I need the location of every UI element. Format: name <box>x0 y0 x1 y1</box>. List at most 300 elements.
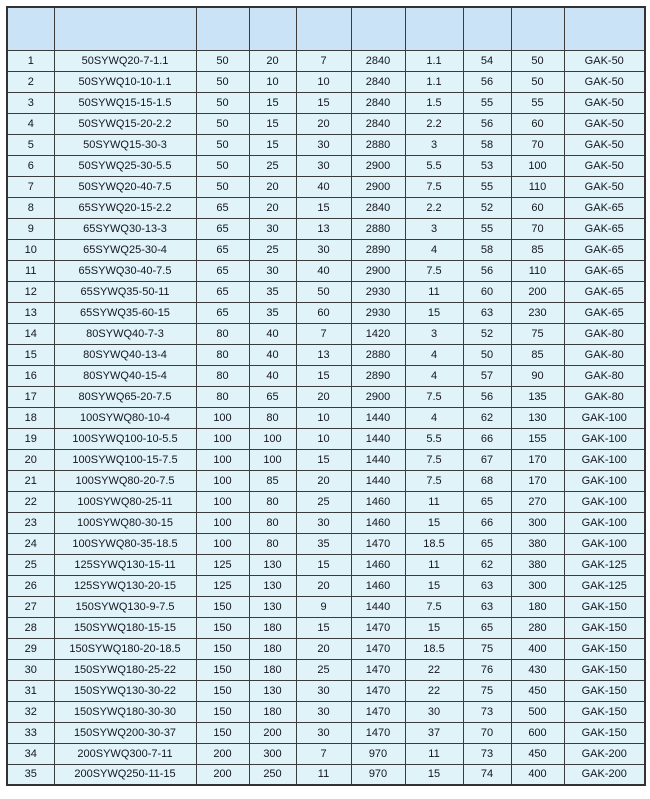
inlet-cell: 65 <box>196 197 249 218</box>
power-cell: 7.5 <box>405 176 463 197</box>
speed-cell: 2930 <box>351 302 405 323</box>
power-cell: 1.1 <box>405 71 463 92</box>
coupling-cell: GAK-150 <box>564 722 645 743</box>
table-row <box>7 596 645 617</box>
efficiency-cell: 65 <box>463 617 511 638</box>
flow-cell: 180 <box>249 617 296 638</box>
speed-cell: 2840 <box>351 92 405 113</box>
power-cell: 3 <box>405 134 463 155</box>
speed-cell: 970 <box>351 764 405 785</box>
power-cell: 30 <box>405 701 463 722</box>
efficiency-cell: 65 <box>463 533 511 554</box>
speed-cell: 2900 <box>351 260 405 281</box>
efficiency-cell: 53 <box>463 155 511 176</box>
model-cell: 200SYWQ300-7-11 <box>54 743 196 764</box>
inlet-cell: 100 <box>196 449 249 470</box>
efficiency-cell: 63 <box>463 302 511 323</box>
head-cell: 20 <box>296 638 351 659</box>
flow-cell: 250 <box>249 764 296 785</box>
table-row <box>7 701 645 722</box>
weight-cell: 400 <box>511 638 564 659</box>
flow-cell: 15 <box>249 134 296 155</box>
efficiency-cell: 63 <box>463 596 511 617</box>
flow-cell: 300 <box>249 743 296 764</box>
inlet-cell: 80 <box>196 323 249 344</box>
speed-cell: 2880 <box>351 344 405 365</box>
power-cell: 4 <box>405 239 463 260</box>
efficiency-cell: 56 <box>463 260 511 281</box>
power-cell: 18.5 <box>405 533 463 554</box>
coupling-cell: GAK-65 <box>564 239 645 260</box>
inlet-cell: 150 <box>196 659 249 680</box>
coupling-cell: GAK-150 <box>564 638 645 659</box>
flow-cell: 130 <box>249 680 296 701</box>
efficiency-cell: 66 <box>463 512 511 533</box>
row-number-cell: 7 <box>7 176 54 197</box>
model-cell: 65SYWQ35-50-11 <box>54 281 196 302</box>
table-row <box>7 155 645 176</box>
speed-cell: 1460 <box>351 575 405 596</box>
table-row <box>7 323 645 344</box>
inlet-cell: 50 <box>196 113 249 134</box>
efficiency-cell: 75 <box>463 680 511 701</box>
speed-cell: 1460 <box>351 554 405 575</box>
table-body <box>7 50 645 785</box>
efficiency-cell: 54 <box>463 50 511 71</box>
inlet-cell: 150 <box>196 617 249 638</box>
coupling-cell: GAK-50 <box>564 71 645 92</box>
weight-cell: 75 <box>511 323 564 344</box>
power-cell: 11 <box>405 743 463 764</box>
model-cell: 80SYWQ40-15-4 <box>54 365 196 386</box>
coupling-cell: GAK-200 <box>564 743 645 764</box>
weight-cell: 430 <box>511 659 564 680</box>
table-row <box>7 617 645 638</box>
row-number-cell: 25 <box>7 554 54 575</box>
model-cell: 100SYWQ80-20-7.5 <box>54 470 196 491</box>
header-cell <box>196 7 249 50</box>
power-cell: 18.5 <box>405 638 463 659</box>
weight-cell: 500 <box>511 701 564 722</box>
row-number-cell: 26 <box>7 575 54 596</box>
model-cell: 150SYWQ180-25-22 <box>54 659 196 680</box>
flow-cell: 200 <box>249 722 296 743</box>
coupling-cell: GAK-50 <box>564 113 645 134</box>
speed-cell: 1440 <box>351 428 405 449</box>
inlet-cell: 65 <box>196 302 249 323</box>
table-row <box>7 239 645 260</box>
speed-cell: 1470 <box>351 680 405 701</box>
row-number-cell: 27 <box>7 596 54 617</box>
inlet-cell: 150 <box>196 680 249 701</box>
efficiency-cell: 55 <box>463 92 511 113</box>
model-cell: 50SYWQ15-15-1.5 <box>54 92 196 113</box>
flow-cell: 180 <box>249 701 296 722</box>
efficiency-cell: 66 <box>463 428 511 449</box>
speed-cell: 2890 <box>351 239 405 260</box>
row-number-cell: 8 <box>7 197 54 218</box>
flow-cell: 25 <box>249 239 296 260</box>
table-row <box>7 680 645 701</box>
table-row <box>7 344 645 365</box>
head-cell: 25 <box>296 659 351 680</box>
table-row <box>7 134 645 155</box>
row-number-cell: 10 <box>7 239 54 260</box>
coupling-cell: GAK-125 <box>564 554 645 575</box>
table-row <box>7 260 645 281</box>
speed-cell: 1470 <box>351 701 405 722</box>
coupling-cell: GAK-80 <box>564 386 645 407</box>
coupling-cell: GAK-100 <box>564 449 645 470</box>
header-cell <box>54 7 196 50</box>
weight-cell: 230 <box>511 302 564 323</box>
efficiency-cell: 75 <box>463 638 511 659</box>
head-cell: 7 <box>296 743 351 764</box>
model-cell: 100SYWQ80-35-18.5 <box>54 533 196 554</box>
header-cell <box>463 7 511 50</box>
weight-cell: 130 <box>511 407 564 428</box>
table-row <box>7 197 645 218</box>
inlet-cell: 50 <box>196 71 249 92</box>
head-cell: 9 <box>296 596 351 617</box>
header-cell <box>249 7 296 50</box>
model-cell: 50SYWQ25-30-5.5 <box>54 155 196 176</box>
head-cell: 60 <box>296 302 351 323</box>
flow-cell: 20 <box>249 176 296 197</box>
efficiency-cell: 57 <box>463 365 511 386</box>
model-cell: 100SYWQ100-10-5.5 <box>54 428 196 449</box>
power-cell: 7.5 <box>405 470 463 491</box>
inlet-cell: 100 <box>196 512 249 533</box>
pump-spec-table <box>6 6 646 786</box>
inlet-cell: 100 <box>196 533 249 554</box>
head-cell: 30 <box>296 722 351 743</box>
speed-cell: 1460 <box>351 491 405 512</box>
efficiency-cell: 56 <box>463 386 511 407</box>
model-cell: 65SYWQ35-60-15 <box>54 302 196 323</box>
flow-cell: 65 <box>249 386 296 407</box>
weight-cell: 60 <box>511 113 564 134</box>
head-cell: 40 <box>296 176 351 197</box>
head-cell: 30 <box>296 701 351 722</box>
flow-cell: 130 <box>249 575 296 596</box>
inlet-cell: 50 <box>196 134 249 155</box>
inlet-cell: 65 <box>196 260 249 281</box>
power-cell: 7.5 <box>405 260 463 281</box>
model-cell: 50SYWQ15-20-2.2 <box>54 113 196 134</box>
head-cell: 15 <box>296 197 351 218</box>
speed-cell: 1420 <box>351 323 405 344</box>
power-cell: 2.2 <box>405 197 463 218</box>
power-cell: 11 <box>405 491 463 512</box>
row-number-cell: 35 <box>7 764 54 785</box>
efficiency-cell: 55 <box>463 218 511 239</box>
row-number-cell: 34 <box>7 743 54 764</box>
inlet-cell: 150 <box>196 638 249 659</box>
table-row <box>7 638 645 659</box>
flow-cell: 80 <box>249 491 296 512</box>
weight-cell: 180 <box>511 596 564 617</box>
efficiency-cell: 74 <box>463 764 511 785</box>
model-cell: 65SYWQ30-13-3 <box>54 218 196 239</box>
weight-cell: 155 <box>511 428 564 449</box>
row-number-cell: 3 <box>7 92 54 113</box>
table-row <box>7 176 645 197</box>
inlet-cell: 125 <box>196 575 249 596</box>
model-cell: 65SYWQ25-30-4 <box>54 239 196 260</box>
head-cell: 20 <box>296 470 351 491</box>
weight-cell: 110 <box>511 176 564 197</box>
efficiency-cell: 62 <box>463 554 511 575</box>
weight-cell: 170 <box>511 449 564 470</box>
model-cell: 200SYWQ250-11-15 <box>54 764 196 785</box>
speed-cell: 2840 <box>351 197 405 218</box>
row-number-cell: 24 <box>7 533 54 554</box>
table-row <box>7 428 645 449</box>
inlet-cell: 100 <box>196 428 249 449</box>
head-cell: 15 <box>296 554 351 575</box>
weight-cell: 70 <box>511 134 564 155</box>
coupling-cell: GAK-100 <box>564 533 645 554</box>
model-cell: 150SYWQ200-30-37 <box>54 722 196 743</box>
flow-cell: 25 <box>249 155 296 176</box>
head-cell: 7 <box>296 323 351 344</box>
coupling-cell: GAK-100 <box>564 407 645 428</box>
model-cell: 100SYWQ100-15-7.5 <box>54 449 196 470</box>
row-number-cell: 28 <box>7 617 54 638</box>
model-cell: 50SYWQ20-40-7.5 <box>54 176 196 197</box>
coupling-cell: GAK-100 <box>564 470 645 491</box>
coupling-cell: GAK-150 <box>564 680 645 701</box>
power-cell: 2.2 <box>405 113 463 134</box>
speed-cell: 2880 <box>351 134 405 155</box>
power-cell: 37 <box>405 722 463 743</box>
speed-cell: 2900 <box>351 176 405 197</box>
table-row <box>7 92 645 113</box>
coupling-cell: GAK-65 <box>564 218 645 239</box>
weight-cell: 600 <box>511 722 564 743</box>
model-cell: 150SYWQ180-15-15 <box>54 617 196 638</box>
efficiency-cell: 70 <box>463 722 511 743</box>
flow-cell: 35 <box>249 281 296 302</box>
inlet-cell: 80 <box>196 386 249 407</box>
head-cell: 25 <box>296 491 351 512</box>
table-row <box>7 50 645 71</box>
row-number-cell: 23 <box>7 512 54 533</box>
table-row <box>7 491 645 512</box>
table-row <box>7 449 645 470</box>
speed-cell: 2890 <box>351 365 405 386</box>
coupling-cell: GAK-50 <box>564 50 645 71</box>
table-row <box>7 218 645 239</box>
inlet-cell: 50 <box>196 50 249 71</box>
table-row <box>7 554 645 575</box>
row-number-cell: 21 <box>7 470 54 491</box>
speed-cell: 2840 <box>351 50 405 71</box>
model-cell: 100SYWQ80-25-11 <box>54 491 196 512</box>
efficiency-cell: 60 <box>463 281 511 302</box>
table-row <box>7 512 645 533</box>
speed-cell: 1440 <box>351 470 405 491</box>
coupling-cell: GAK-100 <box>564 428 645 449</box>
coupling-cell: GAK-150 <box>564 617 645 638</box>
head-cell: 10 <box>296 71 351 92</box>
row-number-cell: 32 <box>7 701 54 722</box>
weight-cell: 300 <box>511 575 564 596</box>
coupling-cell: GAK-150 <box>564 596 645 617</box>
model-cell: 50SYWQ20-7-1.1 <box>54 50 196 71</box>
inlet-cell: 150 <box>196 701 249 722</box>
power-cell: 4 <box>405 365 463 386</box>
head-cell: 50 <box>296 281 351 302</box>
row-number-cell: 30 <box>7 659 54 680</box>
model-cell: 65SYWQ30-40-7.5 <box>54 260 196 281</box>
flow-cell: 130 <box>249 554 296 575</box>
weight-cell: 85 <box>511 239 564 260</box>
coupling-cell: GAK-150 <box>564 659 645 680</box>
model-cell: 100SYWQ80-10-4 <box>54 407 196 428</box>
coupling-cell: GAK-100 <box>564 491 645 512</box>
flow-cell: 80 <box>249 533 296 554</box>
row-number-cell: 29 <box>7 638 54 659</box>
weight-cell: 280 <box>511 617 564 638</box>
speed-cell: 2930 <box>351 281 405 302</box>
speed-cell: 1470 <box>351 533 405 554</box>
table-row <box>7 533 645 554</box>
row-number-cell: 11 <box>7 260 54 281</box>
coupling-cell: GAK-65 <box>564 281 645 302</box>
weight-cell: 50 <box>511 71 564 92</box>
head-cell: 30 <box>296 239 351 260</box>
row-number-cell: 19 <box>7 428 54 449</box>
flow-cell: 40 <box>249 323 296 344</box>
row-number-cell: 31 <box>7 680 54 701</box>
coupling-cell: GAK-65 <box>564 197 645 218</box>
power-cell: 7.5 <box>405 596 463 617</box>
inlet-cell: 50 <box>196 92 249 113</box>
weight-cell: 300 <box>511 512 564 533</box>
efficiency-cell: 56 <box>463 113 511 134</box>
table-row <box>7 302 645 323</box>
model-cell: 150SYWQ130-30-22 <box>54 680 196 701</box>
speed-cell: 2900 <box>351 155 405 176</box>
table-row <box>7 365 645 386</box>
inlet-cell: 125 <box>196 554 249 575</box>
coupling-cell: GAK-80 <box>564 365 645 386</box>
model-cell: 50SYWQ15-30-3 <box>54 134 196 155</box>
inlet-cell: 50 <box>196 155 249 176</box>
power-cell: 3 <box>405 323 463 344</box>
efficiency-cell: 56 <box>463 71 511 92</box>
head-cell: 7 <box>296 50 351 71</box>
efficiency-cell: 58 <box>463 134 511 155</box>
speed-cell: 1440 <box>351 449 405 470</box>
weight-cell: 110 <box>511 260 564 281</box>
coupling-cell: GAK-200 <box>564 764 645 785</box>
head-cell: 13 <box>296 218 351 239</box>
power-cell: 7.5 <box>405 386 463 407</box>
coupling-cell: GAK-80 <box>564 323 645 344</box>
weight-cell: 135 <box>511 386 564 407</box>
power-cell: 15 <box>405 764 463 785</box>
flow-cell: 100 <box>249 449 296 470</box>
efficiency-cell: 52 <box>463 197 511 218</box>
flow-cell: 130 <box>249 596 296 617</box>
flow-cell: 40 <box>249 344 296 365</box>
coupling-cell: GAK-150 <box>564 701 645 722</box>
power-cell: 22 <box>405 680 463 701</box>
model-cell: 50SYWQ10-10-1.1 <box>54 71 196 92</box>
weight-cell: 70 <box>511 218 564 239</box>
table-row <box>7 386 645 407</box>
table-row <box>7 722 645 743</box>
efficiency-cell: 63 <box>463 575 511 596</box>
inlet-cell: 80 <box>196 344 249 365</box>
flow-cell: 85 <box>249 470 296 491</box>
model-cell: 80SYWQ40-7-3 <box>54 323 196 344</box>
header-cell <box>511 7 564 50</box>
weight-cell: 270 <box>511 491 564 512</box>
speed-cell: 2840 <box>351 113 405 134</box>
weight-cell: 450 <box>511 743 564 764</box>
model-cell: 125SYWQ130-15-11 <box>54 554 196 575</box>
speed-cell: 1470 <box>351 722 405 743</box>
inlet-cell: 65 <box>196 218 249 239</box>
head-cell: 15 <box>296 92 351 113</box>
efficiency-cell: 65 <box>463 491 511 512</box>
speed-cell: 1460 <box>351 512 405 533</box>
head-cell: 11 <box>296 764 351 785</box>
table-row <box>7 764 645 785</box>
row-number-cell: 5 <box>7 134 54 155</box>
weight-cell: 400 <box>511 764 564 785</box>
table-row <box>7 71 645 92</box>
flow-cell: 35 <box>249 302 296 323</box>
head-cell: 15 <box>296 617 351 638</box>
row-number-cell: 13 <box>7 302 54 323</box>
weight-cell: 450 <box>511 680 564 701</box>
row-number-cell: 20 <box>7 449 54 470</box>
inlet-cell: 200 <box>196 743 249 764</box>
speed-cell: 970 <box>351 743 405 764</box>
head-cell: 20 <box>296 113 351 134</box>
inlet-cell: 150 <box>196 722 249 743</box>
coupling-cell: GAK-65 <box>564 302 645 323</box>
speed-cell: 1470 <box>351 638 405 659</box>
head-cell: 10 <box>296 428 351 449</box>
power-cell: 1.1 <box>405 50 463 71</box>
flow-cell: 30 <box>249 218 296 239</box>
head-cell: 30 <box>296 680 351 701</box>
power-cell: 15 <box>405 617 463 638</box>
head-cell: 30 <box>296 155 351 176</box>
coupling-cell: GAK-50 <box>564 155 645 176</box>
row-number-cell: 1 <box>7 50 54 71</box>
table-row <box>7 743 645 764</box>
model-cell: 150SYWQ180-20-18.5 <box>54 638 196 659</box>
weight-cell: 60 <box>511 197 564 218</box>
inlet-cell: 200 <box>196 764 249 785</box>
efficiency-cell: 55 <box>463 176 511 197</box>
flow-cell: 20 <box>249 50 296 71</box>
efficiency-cell: 52 <box>463 323 511 344</box>
efficiency-cell: 50 <box>463 344 511 365</box>
power-cell: 7.5 <box>405 449 463 470</box>
power-cell: 5.5 <box>405 155 463 176</box>
head-cell: 13 <box>296 344 351 365</box>
row-number-cell: 22 <box>7 491 54 512</box>
flow-cell: 15 <box>249 113 296 134</box>
